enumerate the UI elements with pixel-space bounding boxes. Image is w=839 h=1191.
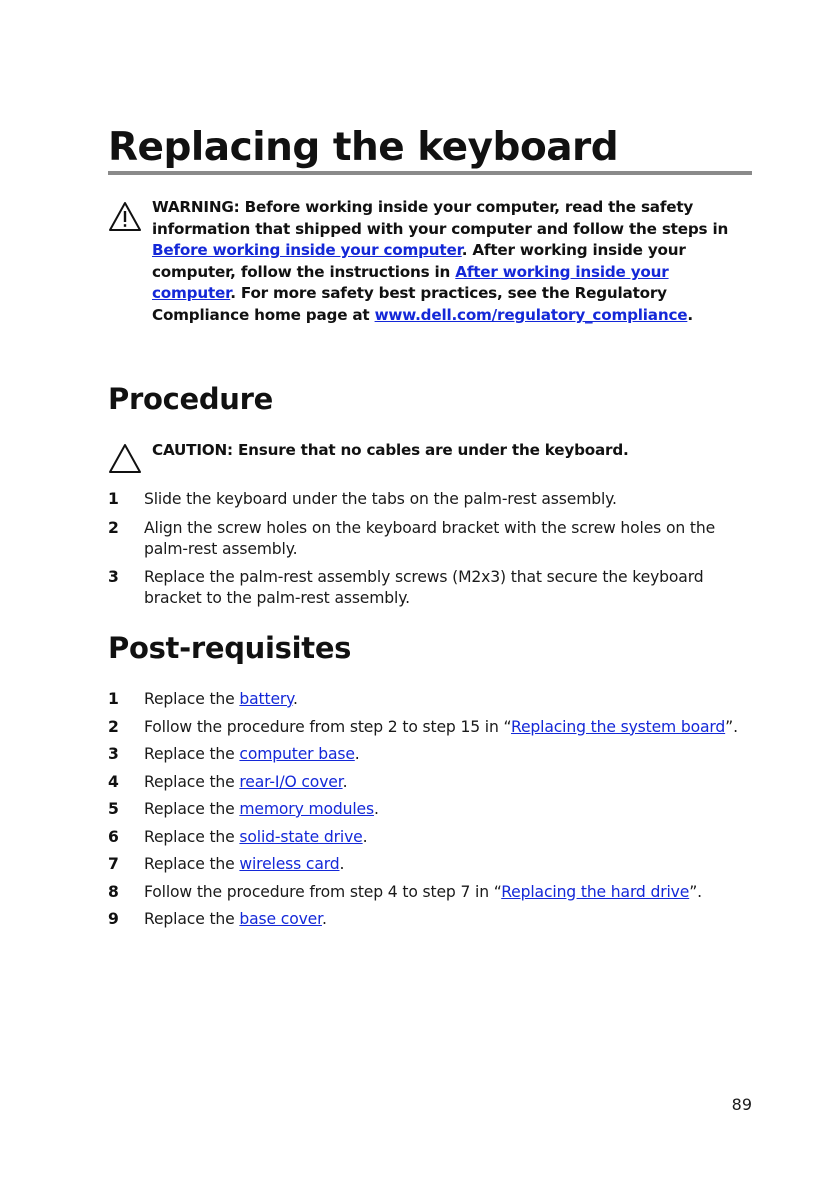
step-text: Replace the [144, 745, 240, 763]
step-number: 1 [108, 490, 119, 508]
before-working-link[interactable]: Before working inside your computer [152, 241, 462, 260]
step-text-end: ”. [689, 882, 702, 901]
step-text: Replace the [144, 800, 240, 818]
page-title: Replacing the keyboard [108, 125, 619, 170]
step-text: Align the screw holes on the keyboard bracket with the screw holes on the palm-rest assembly. [144, 518, 716, 558]
step-text: Follow the procedure from step 2 to step 15 in “ [144, 717, 511, 736]
step-text-end: . [354, 745, 360, 763]
step-text: Replace the [144, 827, 240, 846]
solid-state-drive-link[interactable]: solid-state drive [239, 827, 363, 846]
step-text: Replace the palm-rest assembly screws (M2x3) that secure the keyboard bracket to the palm-rest assembly. [144, 568, 704, 607]
step-text: Replace the [144, 690, 240, 708]
list-item [108, 744, 758, 765]
procedure-heading: Procedure [108, 382, 274, 416]
post-requisites-steps [108, 689, 758, 937]
page-number: 89 [731, 1095, 752, 1114]
step-text: Replace the [144, 855, 240, 873]
step-number: 6 [108, 827, 119, 846]
step-text: Replace the [144, 910, 240, 928]
step-text-end: . [293, 690, 298, 708]
warning-mid-1: . After working inside your computer, follow the instructions in [152, 241, 686, 281]
step-text-end: . [362, 827, 368, 846]
battery-link[interactable]: battery [239, 690, 294, 708]
warning-end: . [687, 305, 693, 324]
warning-triangle-icon [108, 201, 142, 233]
procedure-steps [108, 489, 758, 617]
warning-text [152, 197, 756, 327]
warning-notice [108, 197, 758, 332]
rear-io-cover-link[interactable]: rear-I/O cover [239, 772, 343, 791]
step-text-end: ”. [725, 717, 738, 736]
step-number: 9 [108, 910, 119, 928]
wireless-card-link[interactable]: wireless card [239, 855, 340, 873]
list-item [108, 489, 758, 510]
list-item [108, 854, 758, 875]
caution-notice [108, 440, 758, 476]
list-item [108, 909, 758, 930]
replacing-hard-drive-link[interactable]: Replacing the hard drive [501, 882, 690, 901]
memory-modules-link[interactable]: memory modules [239, 800, 374, 818]
list-item [108, 772, 758, 793]
title-divider [108, 171, 752, 175]
step-text-end: . [342, 772, 348, 791]
list-item [108, 567, 758, 609]
step-text-end: . [321, 910, 327, 928]
step-number: 3 [108, 568, 119, 586]
warning-mid-2: . For more safety best practices, see the Regulatory Compliance home page at [152, 284, 667, 324]
step-number: 5 [108, 800, 119, 818]
step-number: 3 [108, 745, 119, 763]
list-item [108, 827, 758, 848]
step-text-end: . [339, 855, 345, 873]
step-number: 1 [108, 690, 119, 708]
computer-base-link[interactable]: computer base [239, 745, 355, 763]
step-number: 4 [108, 772, 119, 791]
regulatory-compliance-link[interactable]: www.dell.com/regulatory_compliance [374, 305, 688, 324]
replacing-system-board-link[interactable]: Replacing the system board [510, 717, 726, 736]
step-text: Follow the procedure from step 4 to step 7 in “ [144, 882, 502, 901]
base-cover-link[interactable]: base cover [239, 910, 322, 928]
step-text: Slide the keyboard under the tabs on the palm-rest assembly. [144, 490, 617, 508]
step-text-end: . [373, 800, 379, 818]
list-item [108, 882, 758, 903]
post-requisites-heading: Post-requisites [108, 631, 352, 665]
list-item [108, 689, 758, 710]
caution-triangle-icon [108, 443, 142, 475]
step-number: 8 [108, 882, 119, 901]
step-text: Replace the [144, 772, 240, 791]
step-number: 2 [108, 717, 119, 736]
list-item [108, 518, 758, 560]
list-item [108, 717, 758, 738]
step-number: 7 [108, 855, 119, 873]
step-number: 2 [108, 518, 119, 537]
warning-lead: WARNING: Before working inside your computer, read the safety information that shipped with your computer and follow the steps in [152, 198, 729, 238]
after-working-link[interactable]: After working inside your computer [152, 262, 669, 303]
list-item [108, 799, 758, 820]
caution-text: CAUTION: Ensure that no cables are under the keyboard. [152, 441, 629, 459]
